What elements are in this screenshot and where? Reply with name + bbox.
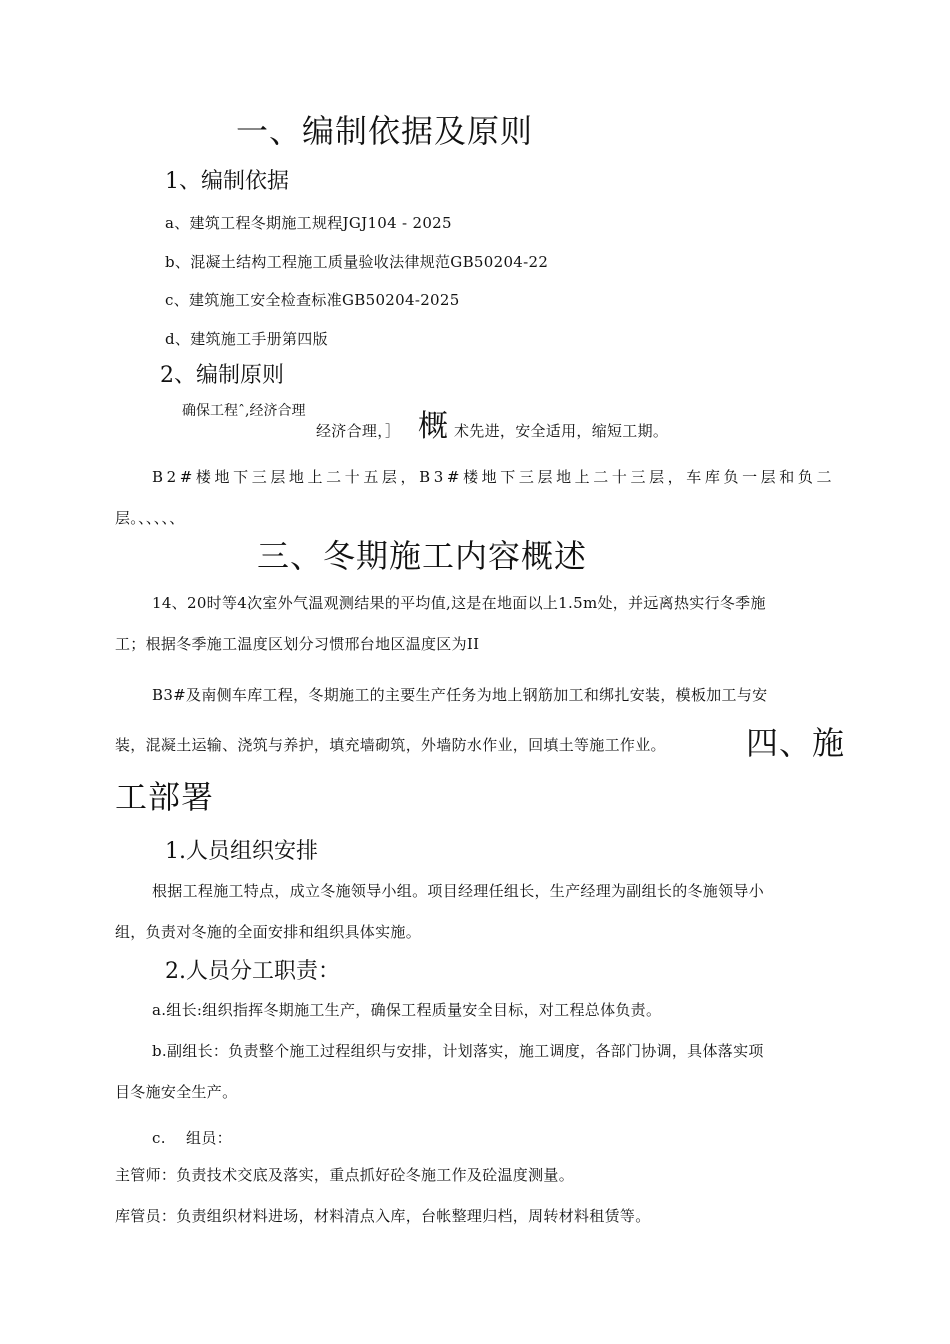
overview-line-1: B2#楼地下三层地上二十五层，B3#楼地下三层地上二十三层，车库负一层和负二 xyxy=(152,468,836,486)
basis-item-a: a、建筑工程冬期施工规程JGJ104 - 2025 xyxy=(165,214,452,232)
duty-b-line-1: b.副组长：负责整个施工过程组织与安排，计划落实，施工调度，各部门协调，具体落实项 xyxy=(152,1042,764,1060)
principle-line-b-pre: 经济合理，］ xyxy=(316,422,401,440)
section-4-title-part-1: 四、施 xyxy=(746,724,846,762)
role-supervisor: 主管师：负责技术交底及落实，重点抓好砼冬施工作及砼温度测量。 xyxy=(115,1166,575,1184)
role-storekeeper: 库管员：负责组织材料进场，材料清点入库，台帐整理归档，周转材料租赁等。 xyxy=(115,1207,651,1225)
section-3-title: 三、冬期施工内容概述 xyxy=(257,537,588,575)
section-3-p1-line-1: 14、20时等4次室外气温观测结果的平均值,这是在地面以上1.5m处，并远离热实行冬季施 xyxy=(152,594,766,612)
principle-big-char: 概 xyxy=(418,409,448,444)
basis-item-c: c、建筑施工安全检查标准GB50204-2025 xyxy=(165,291,460,309)
subsection-4-1-line-2: 组，负责对冬施的全面安排和组织具体实施。 xyxy=(115,923,422,941)
subsection-4-1-line-1: 根据工程施工特点，成立冬施领导小组。项目经理任组长，生产经理为副组长的冬施领导小 xyxy=(152,882,765,900)
principle-line-b-post: 术先进，安全适用，缩短工期。 xyxy=(454,422,669,440)
duty-b-line-2: 目冬施安全生产。 xyxy=(115,1083,238,1101)
subsection-4-2-title: 2.人员分工职责： xyxy=(165,959,340,984)
duty-a: a.组长:组织指挥冬期施工生产，确保工程质量安全目标，对工程总体负责。 xyxy=(152,1001,662,1019)
section-3-p2-line-2: 装，混凝土运输、浇筑与养护，填充墙砌筑，外墙防水作业，回填土等施工作业。 xyxy=(115,736,666,754)
basis-item-b: b、混凝土结构工程施工质量验收法律规范GB50204-22 xyxy=(165,253,549,271)
section-3-p1-line-2: 工；根据冬季施工温度区划分习惯邢台地区温度区为II xyxy=(115,635,480,653)
basis-item-d: d、建筑施工手册第四版 xyxy=(165,330,328,348)
section-3-p2-line-1: B3#及南侧车库工程，冬期施工的主要生产任务为地上钢筋加工和绑扎安装，模板加工与安 xyxy=(152,686,768,704)
principle-line-b xyxy=(316,420,400,441)
subsection-4-1-title: 1.人员组织安排 xyxy=(165,839,318,864)
subsection-1-2-title: 2、编制原则 xyxy=(160,363,284,388)
overview-line-2: 层。、、、、、 xyxy=(115,509,185,527)
principle-line-a: 确保工程ˆ,经济合理 xyxy=(182,403,306,419)
section-1-title: 一、编制依据及原则 xyxy=(236,112,534,150)
subsection-1-1-title: 1、编制依据 xyxy=(165,169,289,194)
duty-c: c. 组员： xyxy=(152,1129,232,1147)
section-4-title-part-2: 工部署 xyxy=(115,778,215,816)
